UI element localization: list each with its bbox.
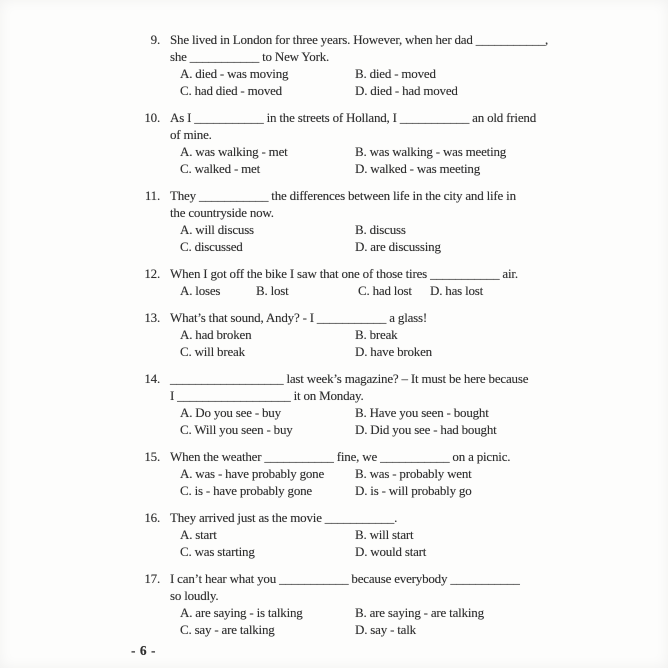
question-text-continued: the countryside now. [170, 205, 274, 220]
option-a: A. was walking - met [180, 144, 288, 159]
option-b: B. break [355, 327, 398, 342]
question-number: 17. [144, 571, 160, 586]
question-number: 11. [144, 188, 160, 203]
question-first-line [141, 265, 571, 282]
question-first-line [141, 31, 571, 48]
option-b: B. died - moved [355, 66, 436, 81]
option-b: B. was - probably went [355, 466, 472, 481]
question-text: I can’t hear what you ___________ because everybody ___________ [170, 571, 520, 586]
question-number: 14. [144, 371, 160, 386]
question-first-line [141, 570, 571, 587]
option-c: C. was starting [180, 544, 255, 559]
question-text: As I ___________ in the streets of Holland, I ___________ an old friend [170, 110, 536, 125]
option-a: A. are saying - is talking [180, 605, 303, 620]
question-options [141, 143, 571, 177]
option-c: C. discussed [180, 239, 243, 254]
page-number: - 6 - [131, 643, 156, 658]
questions-list [141, 31, 571, 648]
question-number: 16. [144, 510, 160, 525]
question-item [141, 509, 571, 560]
option-a: A. start [180, 527, 217, 542]
option-a: A. loses [180, 283, 221, 298]
question-options [141, 326, 571, 360]
option-d: D. are discussing [355, 239, 441, 254]
option-d: D. walked - was meeting [355, 161, 481, 176]
option-a: A. died - was moving [180, 66, 289, 81]
question-item [141, 309, 571, 360]
question-first-line [141, 309, 571, 326]
question-text-continued: she ___________ to New York. [170, 49, 330, 64]
option-a: A. had broken [180, 327, 252, 342]
question-options [141, 65, 571, 99]
question-item [141, 570, 571, 638]
question-text: They ___________ the differences between life in the city and life in [170, 188, 516, 203]
question-item [141, 265, 571, 299]
question-item [141, 187, 571, 255]
option-a: A. Do you see - buy [180, 405, 281, 420]
question-first-line [141, 370, 571, 387]
question-first-line [141, 109, 571, 126]
option-d: D. is - will probably go [355, 483, 472, 498]
option-d: D. died - had moved [355, 83, 458, 98]
question-text-continued: of mine. [170, 127, 212, 142]
question-first-line [141, 448, 571, 465]
question-text-continued: so loudly. [170, 588, 219, 603]
question-options [141, 282, 571, 299]
option-c: C. walked - met [180, 161, 261, 176]
question-number: 9. [150, 32, 160, 47]
question-item [141, 370, 571, 438]
option-c: C. will break [180, 344, 245, 359]
option-d: D. have broken [355, 344, 432, 359]
question-text-continued: I __________________ it on Monday. [170, 388, 364, 403]
question-options [141, 221, 571, 255]
question-options [141, 526, 571, 560]
option-d: D. has lost [430, 283, 484, 298]
option-c: C. is - have probably gone [180, 483, 312, 498]
option-c: C. had died - moved [180, 83, 282, 98]
question-text: What’s that sound, Andy? - I ___________ a glass! [170, 310, 428, 325]
option-c: C. say - are talking [180, 622, 275, 637]
option-a: A. was - have probably gone [180, 466, 325, 481]
question-options [141, 604, 571, 638]
option-c: C. Will you seen - buy [180, 422, 293, 437]
question-options [141, 465, 571, 499]
question-number: 10. [144, 110, 160, 125]
question-text: They arrived just as the movie ___________. [170, 510, 398, 525]
question-first-line [141, 187, 571, 204]
question-number: 13. [144, 310, 160, 325]
option-b: B. are saying - are talking [355, 605, 484, 620]
option-c: C. had lost [358, 283, 412, 298]
option-d: D. say - talk [355, 622, 416, 637]
question-first-line [141, 509, 571, 526]
option-d: D. would start [355, 544, 427, 559]
option-b: B. was walking - was meeting [355, 144, 507, 159]
option-a: A. will discuss [180, 222, 254, 237]
question-item [141, 109, 571, 177]
option-b: B. lost [256, 283, 289, 298]
question-text: When I got off the bike I saw that one of those tires ___________ air. [170, 266, 518, 281]
option-b: B. Have you seen - bought [355, 405, 489, 420]
question-number: 12. [144, 266, 160, 281]
question-number: 15. [144, 449, 160, 464]
question-item [141, 448, 571, 499]
question-item [141, 31, 571, 99]
question-options [141, 404, 571, 438]
option-b: B. discuss [355, 222, 406, 237]
option-d: D. Did you see - had bought [355, 422, 497, 437]
question-text: She lived in London for three years. However, when her dad ___________, [170, 32, 549, 47]
question-text: __________________ last week’s magazine? – It must be here because [170, 371, 529, 386]
option-b: B. will start [355, 527, 414, 542]
question-text: When the weather ___________ fine, we ___________ on a picnic. [170, 449, 511, 464]
